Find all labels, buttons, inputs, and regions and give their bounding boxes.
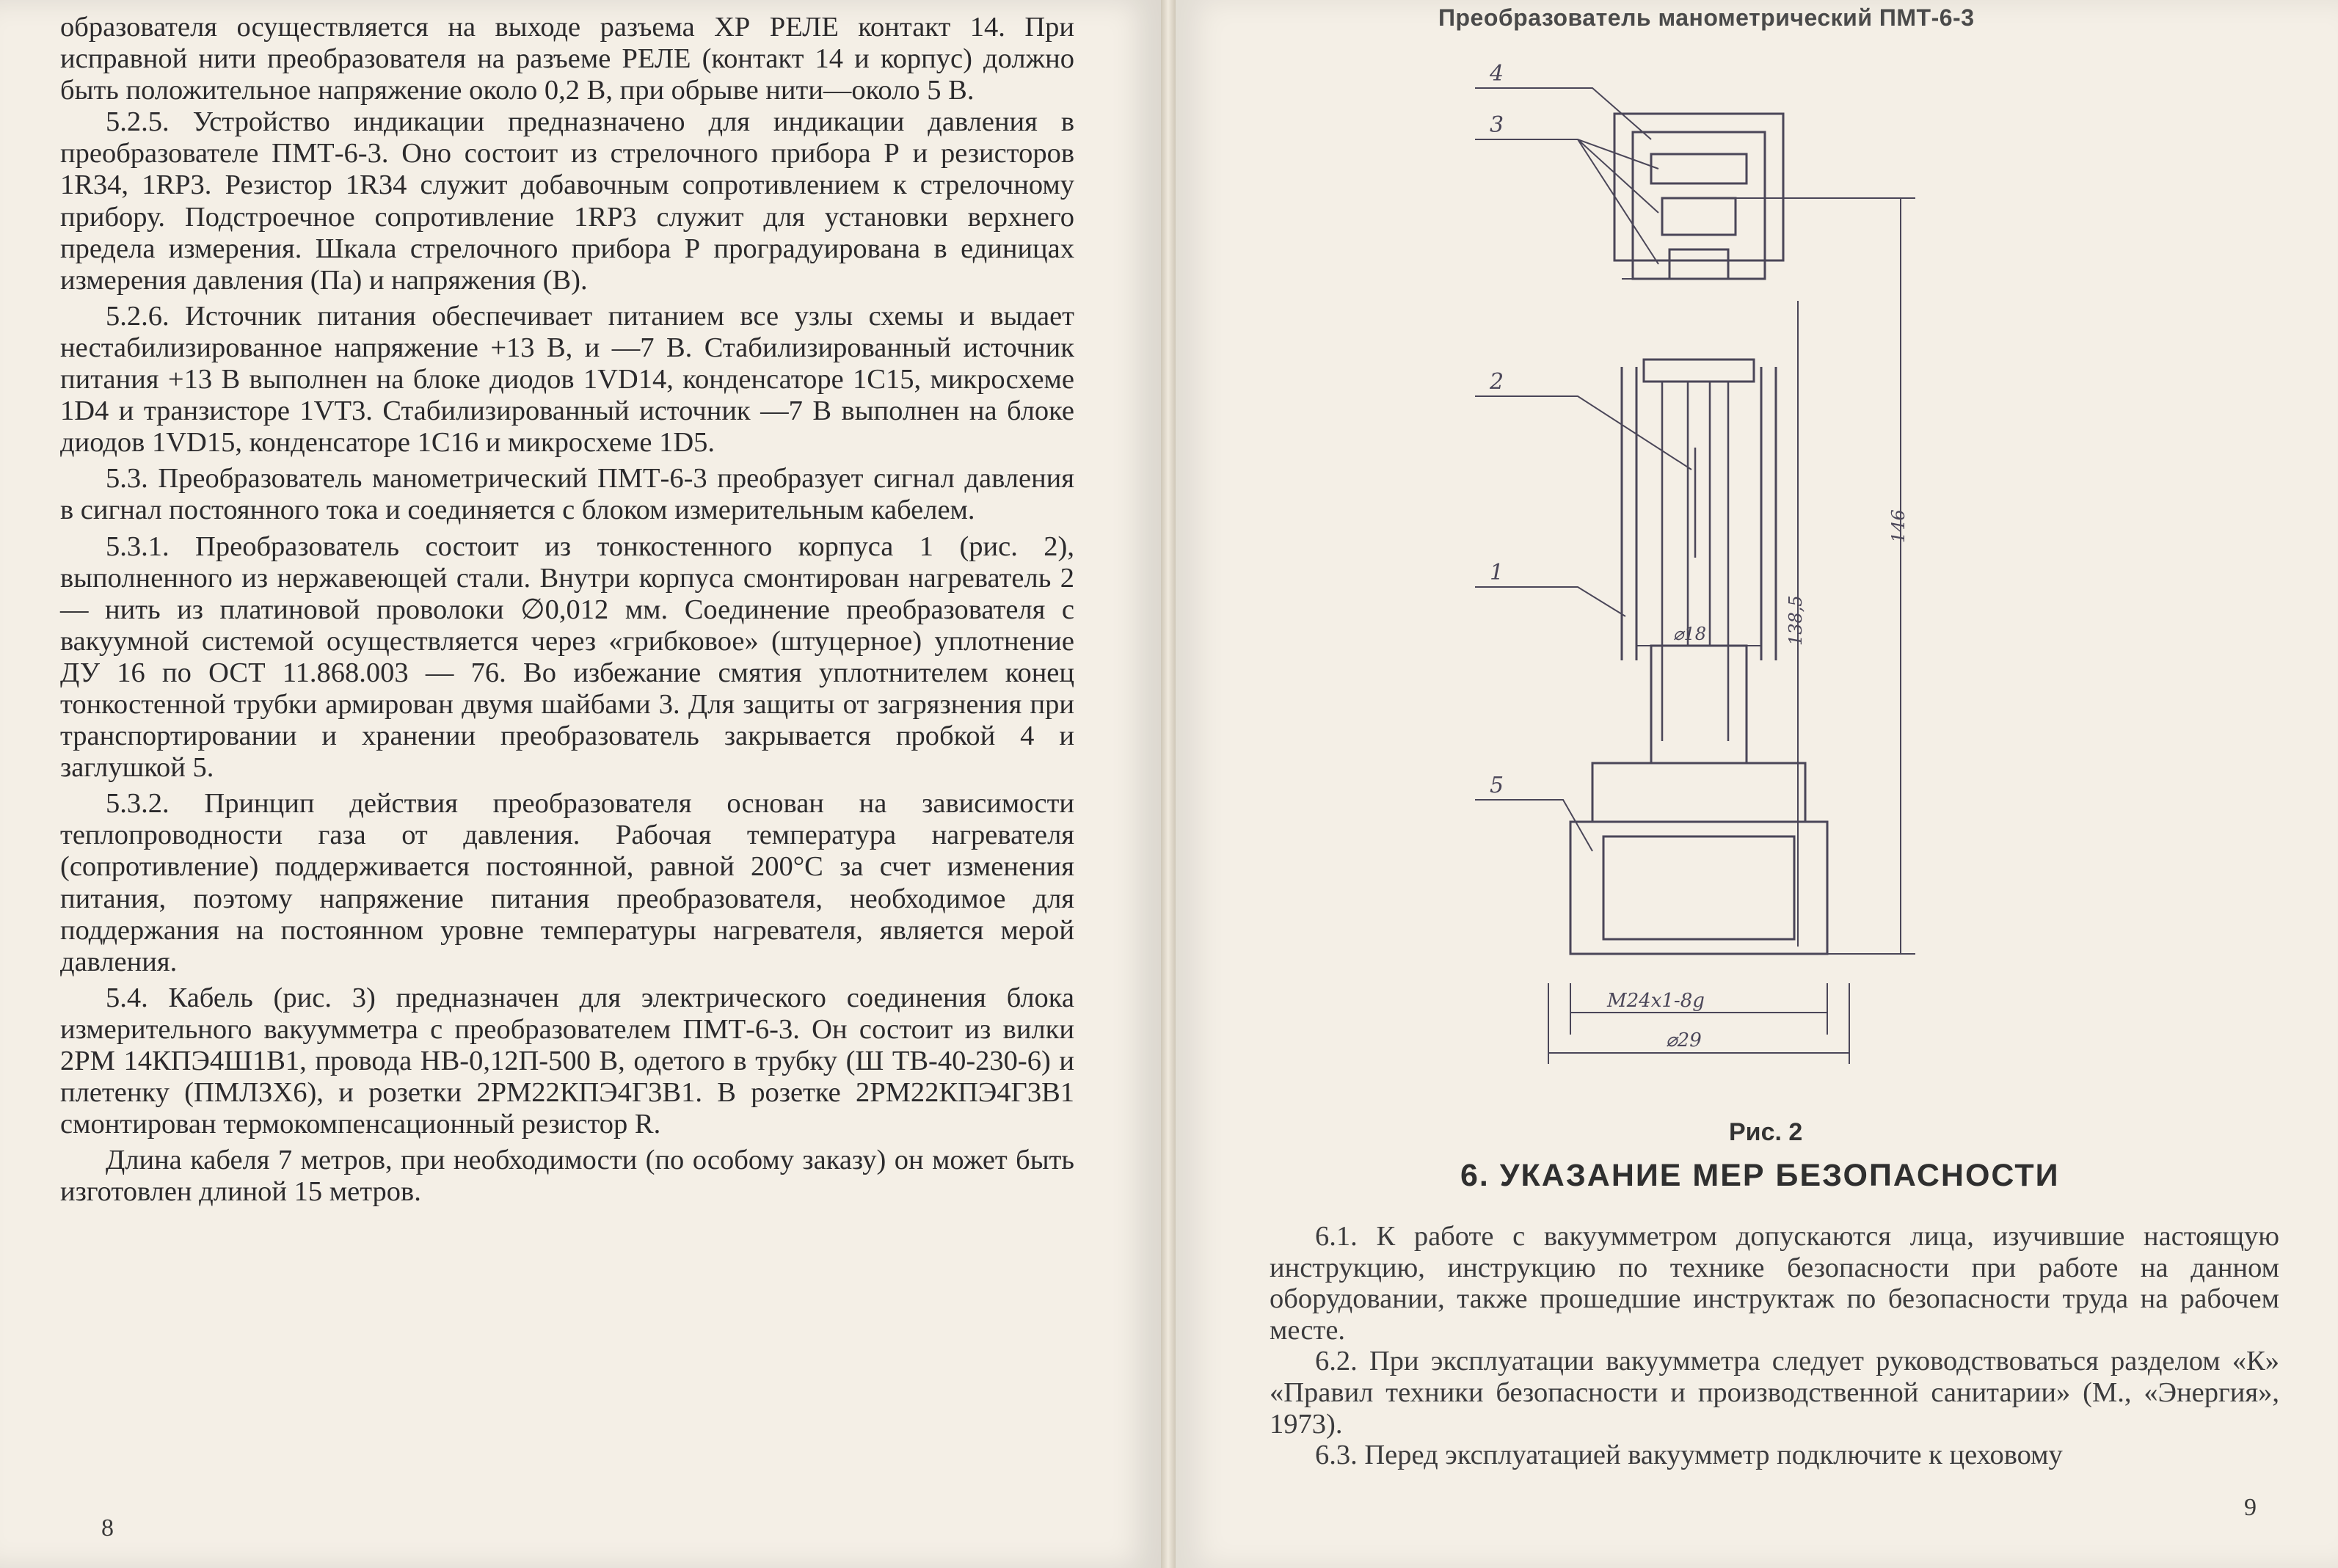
part-label-4: 4: [1490, 61, 1504, 87]
dim-label-thread: M24x1-8g: [1607, 990, 1705, 1012]
flange: [1592, 763, 1805, 822]
section-title: 6. УКАЗАНИЕ МЕР БЕЗОПАСНОСТИ: [1460, 1158, 2060, 1193]
part-label-5: 5: [1490, 773, 1504, 798]
dim-label-bore: ⌀18: [1673, 624, 1706, 644]
internal-lead: [1662, 382, 1728, 741]
right-page-text: [1270, 1221, 2279, 1471]
running-head: Преобразователь манометрический ПМТ-6-3: [1438, 4, 1975, 31]
body-tube: [1622, 367, 1776, 660]
figure-caption: Рис. 2: [1729, 1118, 1803, 1146]
page-number-right: 9: [2244, 1494, 2257, 1521]
leader-2: [1475, 396, 1691, 470]
dim-label-146: 146: [1888, 509, 1909, 543]
left-page-text: [60, 12, 1074, 1208]
left-paragraph: 5.3.1. Преобразователь состоит из тонкостенного корпуса 1 (рис. 2), выполненного из нержавеющей стали. Внутри корпуса смонтирован нагреватель 2 — нить из платиновой проволоки ∅0,012 мм. Соединение преобразователя с вакуумной системой осуществляется через «грибковое» (штуцерное) уплотнение ДУ 16 по ОСТ 11.868.003 — 76. Во избежание смятия уплотнителем конец тонкостенной трубки армирован двумя шайбами 3. Для защиты от загрязнения при транспортировании и хранении преобразователь закрывается пробкой 4 и заглушкой 5.: [60, 530, 1074, 784]
right-paragraph: 6.3. Перед эксплуатацией вакуумметр подключите к цеховому: [1315, 1440, 2063, 1471]
left-paragraph: 5.3.2. Принцип действия преобразователя основан на зависимости теплопроводности газа от давления. Рабочая температура нагревателя (сопротивление) поддерживается постоянной, равной 200°С за счет изменения питания, поэтому напряжение питания преобразователя, необходимое для поддержания на постоянном уровне температуры нагревателя, является мерой давления.: [60, 788, 1074, 977]
dim-label-138: 138,5: [1785, 595, 1806, 646]
fitting-inner: [1603, 836, 1794, 939]
right-paragraph: 6.2. При эксплуатации вакуумметра следует руководствоваться разделом «К» «Правил техники безопасности и производственной санитарии» (М., «Энергия», 1973).: [1270, 1346, 2279, 1440]
fitting-body: [1570, 822, 1827, 954]
left-page: [0, 0, 1161, 1568]
left-paragraph: образователя осуществляется на выходе разъема ХР РЕЛЕ контакт 14. При исправной нити преобразователя на разъеме РЕЛЕ (контакт 14 и корпус) должно быть положительное напряжение около 0,2 В, при обрыве нити—около 5 В.: [60, 12, 1074, 106]
book-gutter: [1161, 0, 1176, 1568]
left-paragraph: 5.3. Преобразователь манометрический ПМТ-6-3 преобразует сигнал давления в сигнал постоянного тока и соединяется с блоком измерительным кабелем.: [60, 463, 1074, 526]
left-paragraph: 5.2.5. Устройство индикации предназначено для индикации давления в преобразователе ПМТ-6-3. Оно состоит из стрелочного прибора Р и резисторов 1R34, 1RP3. Резистор 1R34 служит добавочным сопротивлением к стрелочному прибору. Подстроечное сопротивление 1RP3 служит для установки верхнего предела измерения. Шкала стрелочного прибора Р проградуирована в единицах измерения давления (Па) и напряжения (В).: [60, 106, 1074, 296]
part-label-2: 2: [1490, 369, 1504, 395]
plug-outline: [1614, 114, 1783, 260]
page-number-left: 8: [101, 1514, 114, 1542]
leader-1: [1475, 587, 1625, 616]
right-paragraph: 6.1. К работе с вакуумметром допускаются лица, изучившие настоящую инструкцию, инструкцию по технике безопасности при работе на данном оборудовании, также прошедшие инструктаж по безопасности труда на рабочем месте.: [1270, 1221, 2279, 1346]
leader-5: [1475, 800, 1592, 851]
dim-label-dia29: ⌀29: [1666, 1029, 1702, 1051]
part-label-1: 1: [1490, 560, 1504, 586]
left-paragraph: 5.4. Кабель (рис. 3) предназначен для электрического соединения блока измерительного вакуумметра с преобразователем ПМТ-6-3. Он состоит из вилки 2РМ 14КПЭ4Ш1В1, провода НВ-0,12П-500 В, одетого в трубку (Ш ТВ-40-230-6) и плетенку (ПМЛЗХ6), и розетки 2РМ22КПЭ4Г3В1. В розетке 2РМ22КПЭ4Г3В1 смонтирован термокомпенсационный резистор R.: [60, 982, 1074, 1140]
leader-3: [1475, 139, 1658, 264]
transducer-drawing: [1475, 59, 1959, 1101]
dimension-line-146: [1710, 198, 1915, 954]
inner-disk: [1651, 646, 1747, 763]
head-block: [1644, 360, 1754, 382]
part-label-3: 3: [1490, 112, 1504, 138]
left-paragraph: Длина кабеля 7 метров, при необходимости (по особому заказу) он может быть изготовлен длиной 15 метров.: [60, 1145, 1074, 1208]
heater-filament: [1688, 382, 1710, 646]
left-paragraph: 5.2.6. Источник питания обеспечивает питанием все узлы схемы и выдает нестабилизированное напряжение +13 В, и —7 В. Стабилизированный источник питания +13 В выполнен на блоке диодов 1VD14, конденсаторе 1C15, микросхеме 1D4 и транзисторе 1VT3. Стабилизированный источник —7 В выполнен на блоке диодов 1VD15, конденсаторе 1C16 и микросхеме 1D5.: [60, 300, 1074, 459]
